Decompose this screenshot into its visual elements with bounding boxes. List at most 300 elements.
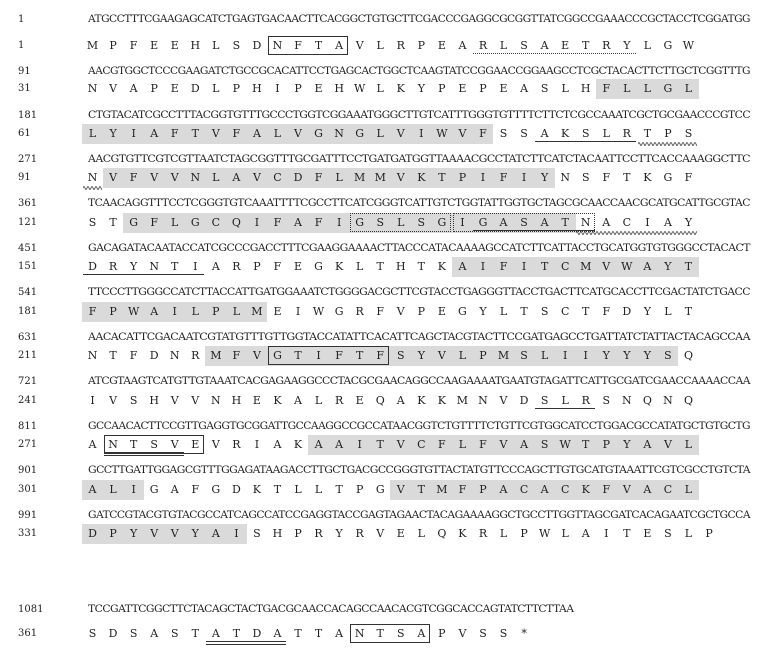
amino-acid [144, 480, 165, 500]
amino-acid-letter: S [253, 527, 261, 540]
amino-acid [452, 36, 473, 56]
amino-acid [164, 346, 185, 366]
amino-acid [555, 124, 576, 144]
amino-acid-letter: I [254, 438, 260, 451]
amino-acid [123, 480, 144, 500]
amino-acid-letter: I [336, 216, 342, 229]
amino-acid-letter: I [562, 349, 568, 362]
amino-acid [82, 435, 103, 455]
nucleotide-position: 991 [18, 510, 38, 521]
amino-acid [657, 524, 678, 544]
amino-acid-letter: A [150, 627, 159, 640]
amino-acid-letter: L [643, 39, 652, 52]
amino-acid [514, 391, 535, 411]
amino-acid [452, 168, 473, 188]
amino-acid-letter: C [560, 260, 570, 273]
nucleotide-sequence: AACACATTCGACAATCGTATGTTTGTTGGTACCATATTCACATTCAGCTACGTACTTCCGATGAGCCTGATTATCTATTACTACAGCCAA [88, 332, 751, 343]
amino-acid [431, 435, 452, 455]
amino-acid [452, 480, 473, 500]
amino-acid-letter: T [335, 483, 343, 496]
amino-acid-letter: E [191, 438, 200, 451]
amino-acid [678, 79, 699, 99]
amino-acid [144, 213, 165, 233]
amino-acid [185, 257, 206, 277]
amino-acid [616, 79, 637, 99]
amino-acid [472, 79, 493, 99]
amino-acid-letter: C [622, 216, 632, 229]
amino-acid [390, 168, 411, 188]
amino-acid [164, 391, 185, 411]
amino-acid [144, 168, 165, 188]
nucleotide-position: 721 [18, 376, 38, 387]
amino-acid [329, 79, 350, 99]
amino-acid [103, 124, 124, 144]
amino-acid-letter: Y [643, 349, 651, 362]
amino-acid [411, 391, 432, 411]
amino-acid [390, 36, 411, 56]
amino-acid [164, 213, 185, 233]
amino-acid-letter: N [169, 349, 180, 362]
amino-acid [616, 391, 637, 411]
amino-acid-letter: F [314, 216, 323, 229]
amino-acid-letter: H [580, 82, 591, 95]
amino-acid-letter: N [108, 438, 118, 451]
amino-acid [123, 524, 144, 544]
amino-acid [308, 302, 329, 322]
amino-acid-letter: N [560, 171, 570, 184]
amino-acid [308, 346, 329, 366]
amino-acid [514, 213, 535, 233]
protein-position: 361 [18, 628, 38, 639]
amino-acid-letter: L [171, 216, 179, 229]
amino-acid [411, 435, 432, 455]
protein-row [0, 346, 771, 366]
amino-acid [555, 168, 576, 188]
amino-acid-letter: D [252, 627, 262, 640]
amino-acid [657, 346, 678, 366]
amino-acid [329, 435, 350, 455]
amino-acid-letter: N [211, 394, 221, 407]
amino-acid-letter: D [190, 82, 200, 95]
amino-acid-letter: A [520, 438, 529, 451]
amino-acid [288, 624, 309, 644]
amino-acid-letter: M [354, 171, 366, 184]
nucleotide-position: 631 [18, 332, 38, 343]
amino-acid [411, 346, 432, 366]
amino-acid-letter: A [294, 216, 302, 229]
amino-acid [596, 346, 617, 366]
amino-acid [103, 480, 124, 500]
amino-acid [514, 624, 535, 644]
amino-acid [144, 79, 165, 99]
amino-acid [308, 257, 329, 277]
amino-acid-letter: L [335, 171, 343, 184]
amino-acid-letter: G [478, 216, 488, 229]
amino-acid-letter: T [582, 438, 590, 451]
amino-acid-letter: A [458, 39, 467, 52]
protein-position: 151 [18, 261, 38, 272]
amino-acid-letter: H [149, 394, 159, 407]
amino-acid-letter: G [314, 127, 323, 140]
amino-acid [164, 36, 185, 56]
amino-acid-letter: L [294, 483, 302, 496]
amino-acid [555, 36, 576, 56]
amino-acid [288, 346, 309, 366]
nucleotide-position: 1 [18, 14, 25, 25]
protein-row [0, 213, 771, 233]
nucleotide-row [0, 150, 771, 170]
amino-acid [308, 624, 329, 644]
amino-acid-letter: E [396, 527, 405, 540]
amino-acid [514, 524, 535, 544]
amino-acid-letter: V [191, 394, 200, 407]
protein-position: 91 [18, 172, 31, 183]
amino-acid-letter: R [334, 394, 344, 407]
amino-acid [534, 391, 555, 411]
amino-acid-letter: R [191, 349, 200, 362]
amino-acid-letter: F [499, 260, 508, 273]
amino-acid-letter: P [458, 171, 467, 184]
amino-acid [575, 435, 596, 455]
amino-acid-letter: T [232, 627, 241, 640]
amino-acid [164, 435, 185, 455]
amino-acid-letter: A [663, 216, 672, 229]
nucleotide-row [0, 600, 771, 620]
amino-acid [205, 524, 226, 544]
nucleotide-sequence: GATCCGTACGTGTACGCCATCAGCCATCCGAGGTACCGAGTAGAACTACAGAAAAGGCTGCCTTGGTTAGCGATCACAGAATCGCTGCCA [88, 510, 751, 521]
amino-acid [329, 257, 350, 277]
amino-acid [431, 79, 452, 99]
amino-acid-letter: H [395, 260, 406, 273]
protein-row [0, 79, 771, 99]
amino-acid [637, 302, 658, 322]
amino-acid-letter: I [90, 394, 95, 407]
amino-acid [308, 435, 329, 455]
amino-acid-letter: Y [602, 349, 610, 362]
amino-acid [575, 480, 596, 500]
amino-acid-letter: F [438, 438, 446, 451]
amino-acid-letter: E [170, 82, 179, 95]
amino-acid-letter: D [293, 171, 303, 184]
amino-acid [267, 391, 288, 411]
amino-acid [82, 257, 103, 277]
amino-acid-letter: S [397, 349, 405, 362]
amino-acid [267, 346, 288, 366]
nucleotide-position: 1081 [18, 604, 44, 615]
amino-acid [185, 79, 206, 99]
amino-acid-letter: N [87, 82, 98, 95]
amino-acid-letter: V [150, 527, 159, 540]
amino-acid-letter: T [355, 349, 364, 362]
amino-acid-letter: S [417, 216, 426, 229]
amino-acid-letter: S [581, 127, 590, 140]
amino-acid [555, 480, 576, 500]
amino-acid-letter: C [560, 483, 570, 496]
amino-acid-letter: V [602, 260, 611, 273]
amino-acid [637, 79, 658, 99]
amino-acid [288, 257, 309, 277]
amino-acid-letter: F [479, 127, 487, 140]
amino-acid-letter: I [480, 260, 486, 273]
amino-acid-letter: A [540, 216, 549, 229]
amino-acid-letter: M [497, 349, 510, 362]
amino-acid-letter: A [335, 438, 344, 451]
amino-acid [555, 257, 576, 277]
amino-acid [534, 346, 555, 366]
amino-acid [555, 391, 576, 411]
amino-acid-letter: E [294, 260, 303, 273]
amino-acid-letter: S [664, 349, 672, 362]
amino-acid-letter: L [212, 82, 220, 95]
amino-acid-letter: G [663, 171, 673, 184]
amino-acid-letter: A [643, 438, 652, 451]
amino-acid-letter: F [232, 127, 241, 140]
amino-acid [472, 124, 493, 144]
amino-acid-letter: P [479, 82, 487, 95]
amino-acid-letter: S [150, 438, 158, 451]
amino-acid [514, 346, 535, 366]
amino-acid [596, 391, 617, 411]
amino-acid-letter: Y [623, 39, 631, 52]
amino-acid-letter: H [334, 82, 344, 95]
amino-acid-letter: T [109, 216, 117, 229]
amino-acid-letter: M [251, 305, 263, 318]
amino-acid-letter: A [499, 216, 508, 229]
amino-acid [164, 257, 185, 277]
amino-acid [246, 624, 267, 644]
amino-acid [82, 480, 103, 500]
amino-acid-letter: F [458, 483, 467, 496]
nucleotide-row [0, 283, 771, 303]
amino-acid [575, 36, 596, 56]
amino-acid-letter: E [437, 305, 446, 318]
amino-acid-letter: I [521, 171, 527, 184]
amino-acid [616, 346, 637, 366]
amino-acid [123, 213, 144, 233]
amino-acid-letter: V [396, 127, 405, 140]
amino-acid-letter: N [272, 39, 283, 52]
amino-acid-letter: G [211, 483, 221, 496]
amino-acid-letter: S [129, 627, 138, 640]
amino-acid-letter: E [643, 527, 652, 540]
amino-acid [390, 302, 411, 322]
amino-acid [493, 302, 514, 322]
amino-acid [555, 346, 576, 366]
amino-acid [575, 346, 596, 366]
amino-acid [205, 346, 226, 366]
amino-acid [288, 79, 309, 99]
amino-acid [493, 168, 514, 188]
amino-acid [308, 213, 329, 233]
amino-acid [370, 346, 391, 366]
amino-acid-letter: D [88, 527, 97, 540]
amino-acid-letter: A [273, 438, 282, 451]
amino-acid [164, 124, 185, 144]
amino-acid-letter: P [417, 305, 426, 318]
amino-acid [308, 480, 329, 500]
amino-acid-letter: A [273, 627, 282, 640]
nucleotide-sequence: GACAGATACAATACCATCGCCCGACCTTTCGAAGGAAAACTTACCCATACAAAAGCCATCTTCATTACCTGCATGGTGTGGGCCTACACT [88, 243, 750, 254]
amino-acid-letter: D [149, 349, 159, 362]
nucleotide-sequence: TCCGATTCGGCTTCTACAGCTACTGACGCAACCACAGCCAACACGTCGGCACCAGTATCTTCTTAA [88, 604, 574, 615]
amino-acid-letter: V [150, 171, 159, 184]
amino-acid [123, 79, 144, 99]
amino-acid-letter: Y [623, 438, 631, 451]
amino-acid-letter: T [417, 483, 425, 496]
amino-acid-letter: S [540, 438, 549, 451]
amino-acid [534, 213, 555, 233]
amino-acid-letter: F [150, 216, 158, 229]
amino-acid [616, 124, 637, 144]
amino-acid-letter: N [622, 394, 632, 407]
amino-acid [103, 391, 124, 411]
amino-acid [246, 346, 267, 366]
amino-acid-letter: G [663, 82, 673, 95]
amino-acid-letter: F [602, 82, 611, 95]
amino-acid [370, 480, 391, 500]
amino-acid [452, 346, 473, 366]
amino-acid [185, 168, 206, 188]
amino-acid-letter: A [458, 260, 467, 273]
protein-position: 331 [18, 528, 38, 539]
amino-acid-letter: A [520, 82, 529, 95]
protein-position: 181 [18, 306, 38, 317]
amino-acid-letter: A [396, 394, 405, 407]
amino-acid-letter: I [234, 527, 239, 540]
amino-acid-letter: P [438, 82, 446, 95]
nucleotide-sequence: GCCAACACTTCCGTTGAGGTGCGGATTGCCAAGGCCGCCATAACGGTCTGTTTTCTGTTCGTGGCATCCTGGACGCCATATGCTGTGCTG [88, 421, 750, 432]
amino-acid [288, 435, 309, 455]
protein-row [0, 524, 771, 544]
amino-acid [82, 79, 103, 99]
amino-acid-letter: W [354, 82, 366, 95]
amino-acid [514, 36, 535, 56]
nucleotide-position: 541 [18, 287, 38, 298]
amino-acid [82, 391, 103, 411]
protein-position: 61 [18, 128, 31, 139]
amino-acid [82, 213, 103, 233]
amino-acid-letter: L [458, 438, 467, 451]
amino-acid [205, 168, 226, 188]
amino-acid [329, 480, 350, 500]
amino-acid [411, 480, 432, 500]
amino-acid-letter: F [376, 349, 385, 362]
amino-acid-letter: L [109, 483, 117, 496]
amino-acid [144, 124, 165, 144]
amino-acid [164, 524, 185, 544]
amino-acid-letter: S [602, 394, 611, 407]
amino-acid-letter: G [458, 305, 467, 318]
amino-acid [246, 124, 267, 144]
amino-acid-letter: Y [664, 260, 672, 273]
amino-acid-letter: N [354, 627, 365, 640]
amino-acid [555, 302, 576, 322]
amino-acid-letter: T [623, 527, 631, 540]
amino-acid [329, 213, 350, 233]
amino-acid [678, 124, 699, 144]
amino-acid [411, 168, 432, 188]
amino-acid-letter: F [602, 483, 611, 496]
amino-acid [678, 391, 699, 411]
amino-acid-letter: K [293, 438, 303, 451]
amino-acid-letter: W [436, 127, 448, 140]
amino-acid-letter: S [397, 627, 405, 640]
amino-acid-letter: E [314, 82, 323, 95]
amino-acid-letter: A [540, 127, 549, 140]
amino-acid-letter: Q [231, 216, 241, 229]
amino-acid [596, 435, 617, 455]
amino-acid-letter: F [479, 438, 487, 451]
amino-acid-letter: D [252, 39, 262, 52]
amino-acid-letter: Y [684, 216, 693, 229]
amino-acid [637, 168, 658, 188]
amino-acid [514, 302, 535, 322]
amino-acid [390, 480, 411, 500]
amino-acid-letter: A [150, 127, 159, 140]
amino-acid [246, 213, 267, 233]
amino-acid [534, 435, 555, 455]
amino-acid [452, 624, 473, 644]
amino-acid [616, 36, 637, 56]
amino-acid [226, 36, 247, 56]
amino-acid [349, 79, 370, 99]
amino-acid [164, 168, 185, 188]
amino-acid [370, 302, 391, 322]
amino-acid-letter: S [520, 127, 528, 140]
nucleotide-position: 901 [18, 465, 38, 476]
amino-acid-letter: P [479, 483, 487, 496]
amino-acid [267, 524, 288, 544]
amino-acid-letter: P [438, 627, 446, 640]
amino-acid [226, 79, 247, 99]
amino-acid [411, 524, 432, 544]
amino-acid-letter: Q [437, 527, 447, 540]
amino-acid-letter: S [170, 627, 179, 640]
amino-acid [185, 213, 206, 233]
amino-acid [596, 168, 617, 188]
amino-acid-letter: I [645, 216, 650, 229]
amino-acid-letter: I [254, 216, 260, 229]
amino-acid-letter: F [314, 171, 323, 184]
amino-acid-letter: I [275, 82, 280, 95]
amino-acid-letter: S [88, 627, 97, 640]
amino-acid-letter: T [294, 349, 302, 362]
amino-acid [637, 524, 658, 544]
amino-acid-letter: I [295, 305, 301, 318]
amino-acid-letter: N [87, 349, 98, 362]
amino-acid [452, 79, 473, 99]
amino-acid [657, 480, 678, 500]
amino-acid-letter: S [684, 127, 693, 140]
amino-acid [226, 124, 247, 144]
amino-acid-letter: E [561, 39, 570, 52]
amino-acid [657, 36, 678, 56]
amino-acid [246, 524, 267, 544]
amino-acid [144, 435, 165, 455]
amino-acid-letter: R [478, 39, 488, 52]
amino-acid-letter: L [664, 305, 672, 318]
amino-acid [637, 257, 658, 277]
amino-acid-letter: W [682, 39, 695, 52]
amino-acid [123, 624, 144, 644]
amino-acid [657, 302, 678, 322]
amino-acid [555, 524, 576, 544]
amino-acid [205, 257, 226, 277]
amino-acid [555, 213, 576, 233]
amino-acid [205, 391, 226, 411]
amino-acid [616, 168, 637, 188]
nucleotide-sequence: TCAACAGGTTTCCTCGGGTGTCAAATTTTCGCCTTCATCGGGTCATTGTCTGGTATTGGTGCTAGCGCAACCAACGCATGCATTGCGTAC [88, 198, 750, 209]
